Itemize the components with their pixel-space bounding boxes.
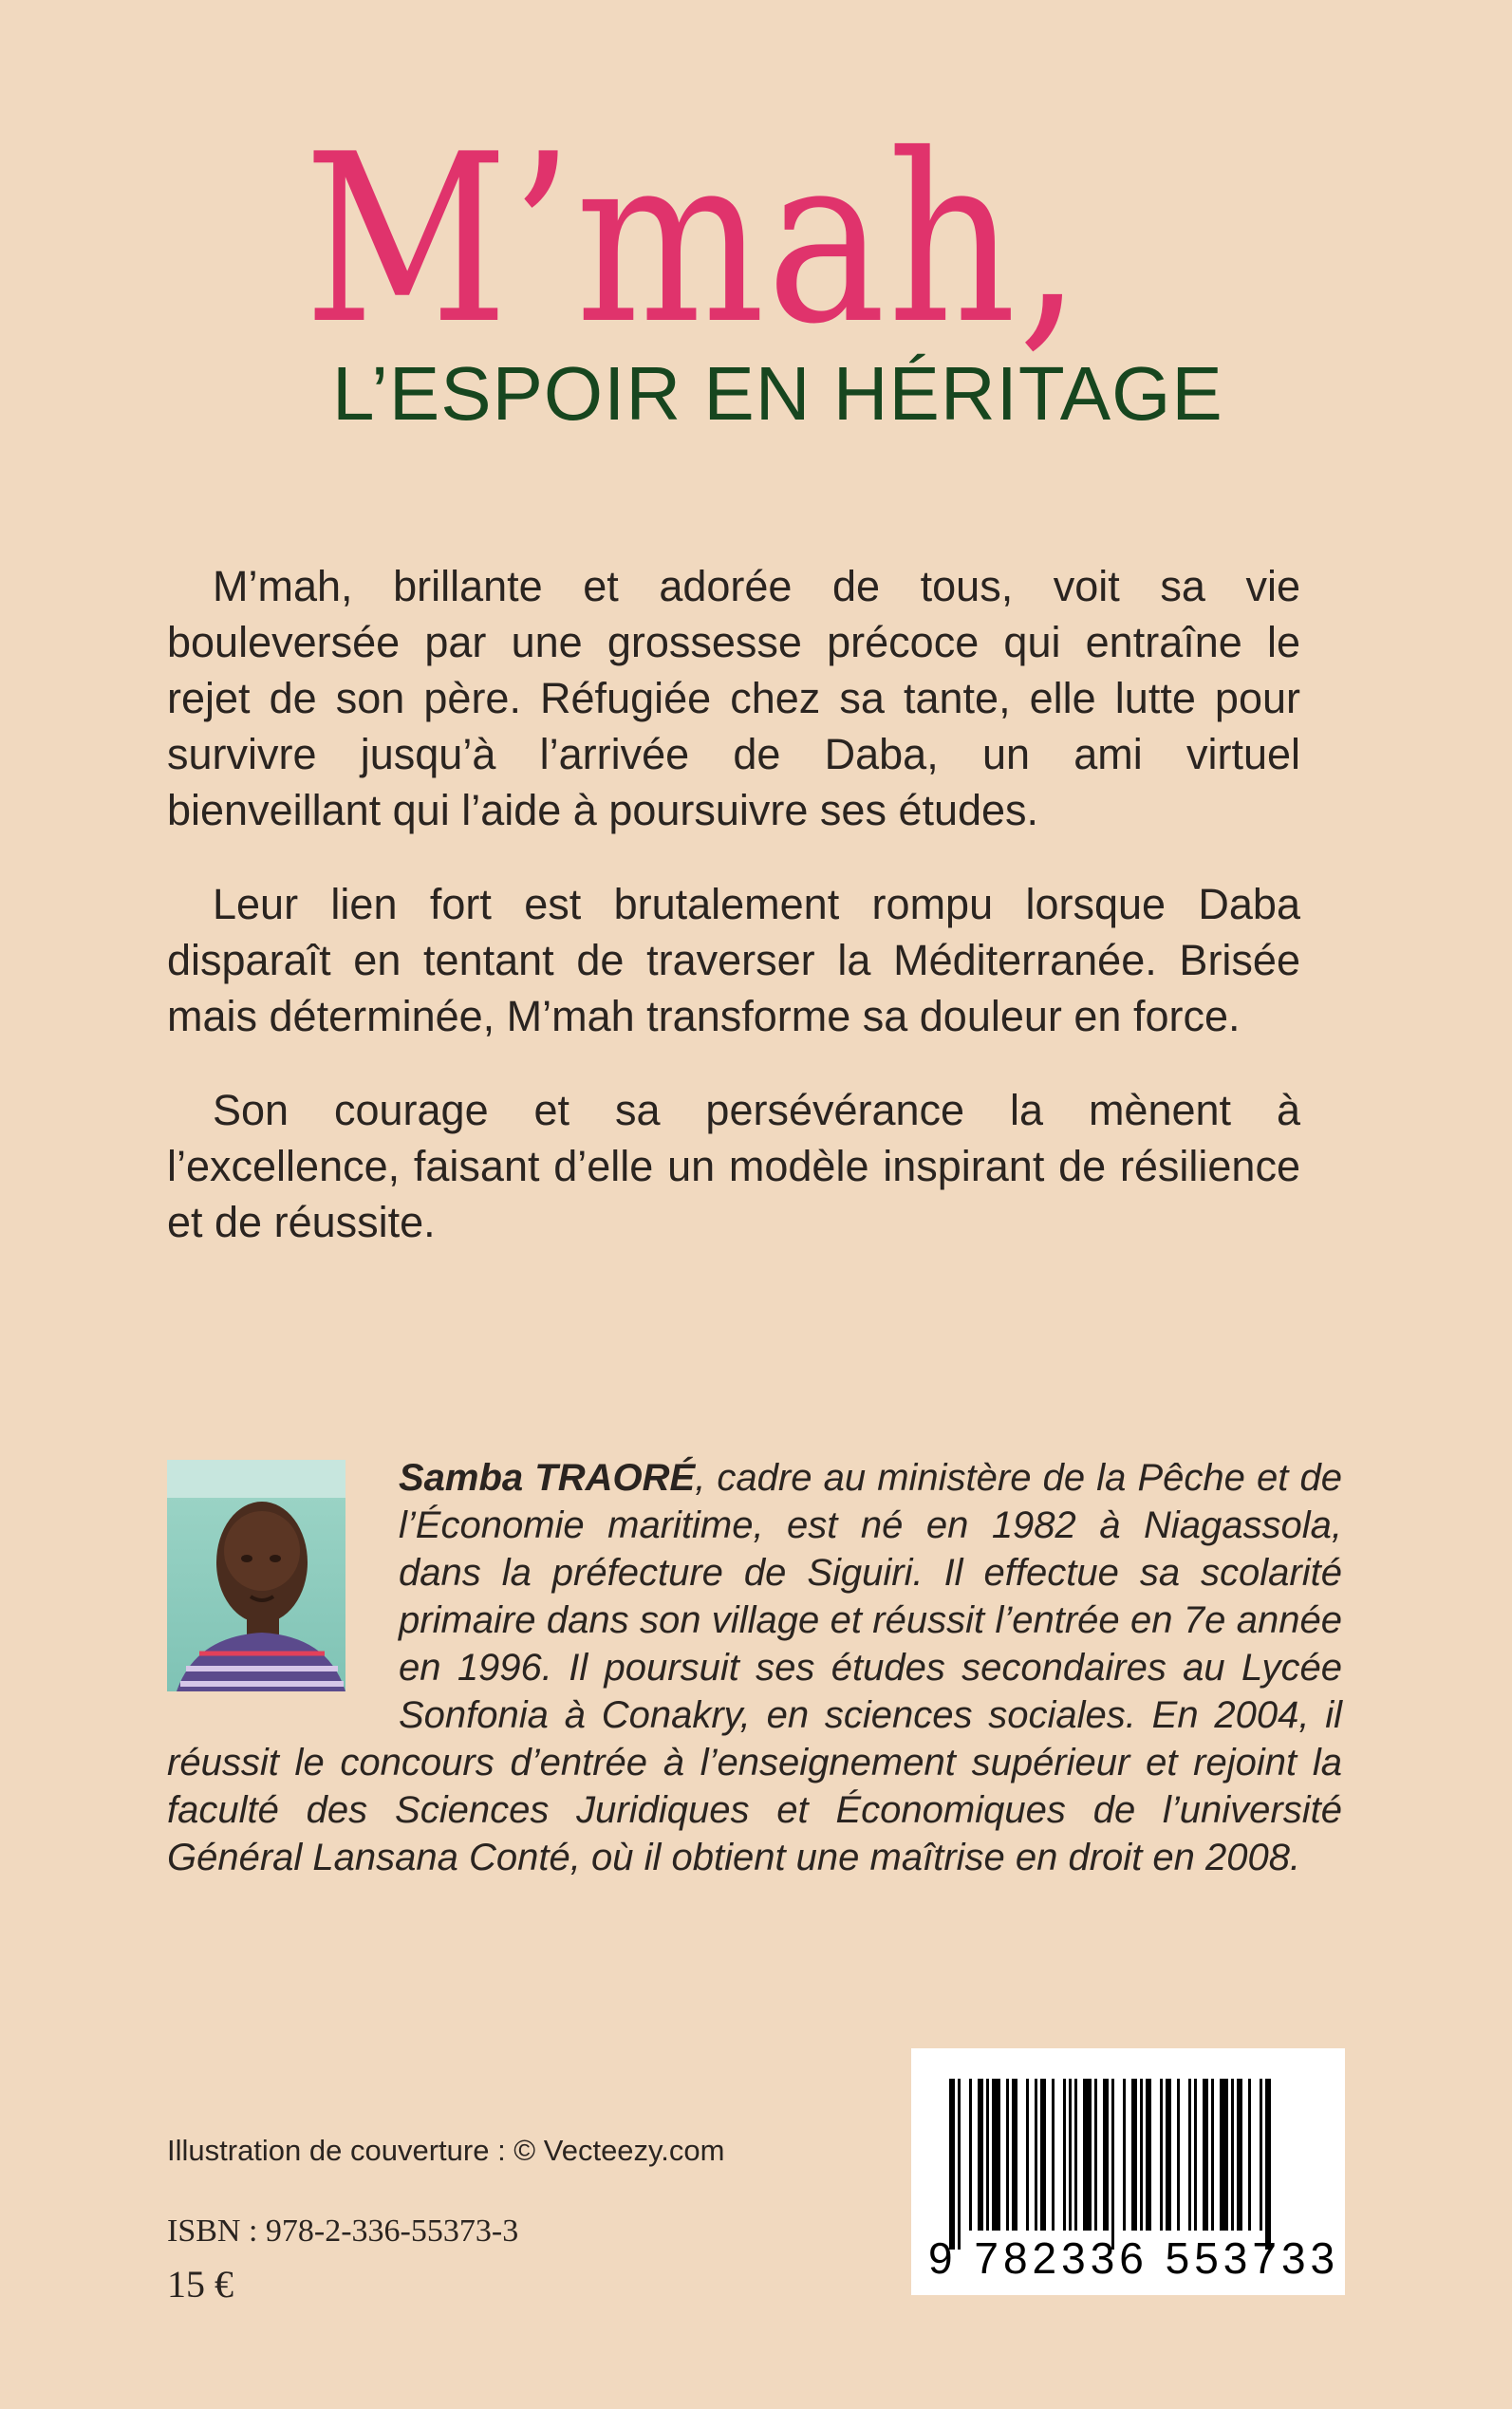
barcode-bar: [1103, 2079, 1109, 2231]
barcode-bar: [1012, 2079, 1017, 2231]
barcode-bar: [1248, 2079, 1251, 2231]
barcode-bar: [1094, 2079, 1097, 2231]
barcode-bar: [1260, 2079, 1262, 2231]
barcode-bar: [986, 2079, 989, 2231]
barcode-bar: [949, 2079, 955, 2250]
isbn: ISBN : 978-2-336-55373-3: [167, 2213, 519, 2249]
barcode-bar: [1063, 2079, 1066, 2231]
barcode-bar: [1026, 2079, 1029, 2231]
barcode-bar: [1166, 2079, 1171, 2231]
cover-illustration-credit: Illustration de couverture : © Vecteezy.com: [167, 2134, 725, 2167]
barcode-bar: [958, 2079, 961, 2250]
barcode-bar: [1203, 2079, 1208, 2231]
barcode-bar: [1111, 2079, 1114, 2250]
barcode-bar: [1231, 2079, 1234, 2231]
barcode-bar: [1052, 2079, 1055, 2231]
barcode-bar: [969, 2079, 972, 2231]
barcode-bar: [1083, 2079, 1092, 2231]
author-photo: [167, 1460, 345, 1691]
blurb: [167, 558, 1300, 1288]
barcode-bar: [1006, 2079, 1009, 2231]
barcode-bar: [1220, 2079, 1228, 2231]
barcode-bar: [1188, 2079, 1191, 2231]
barcode-bar: [1123, 2079, 1126, 2231]
barcode-bar: [1160, 2079, 1163, 2231]
barcode-bar: [978, 2079, 983, 2231]
barcode-bar: [1177, 2079, 1180, 2231]
barcode-bar: [1146, 2079, 1151, 2231]
barcode-bar: [1040, 2079, 1046, 2231]
author-bio-text: , cadre au ministère de la Pêche et de l’Économie maritime, est né en 1982 à Niagassola, dans la préfecture de Siguiri. Il effectue sa scolarité primaire dans son village et réussit l’entrée en 7e année en 1996. Il poursuit ses études secondaires au Lycée Sonfonia à Conakry, en sciences sociales. En 2004, il réussit le concours d’entrée à l’enseignement supérieur et rejoint la faculté des Sciences Juridiques et Économiques de l’université Général Lansana Conté, où il obtient une maîtrise en droit en 2008.: [167, 1457, 1343, 1878]
barcode: [911, 2048, 1345, 2295]
book-title: M’mah,: [304, 104, 1084, 375]
book-subtitle: L’ESPOIR EN HÉRITAGE: [332, 351, 1223, 436]
barcode-bar: [1074, 2079, 1077, 2231]
barcode-bar: [1194, 2079, 1197, 2231]
price: 15 €: [167, 2263, 233, 2306]
barcode-bar: [1035, 2079, 1037, 2231]
blurb-paragraph: M’mah, brillante et adorée de tous, voit sa vie bouleversée par une grossesse précoce qui entraîne le rejet de son père. Réfugiée chez sa tante, elle lutte pour survivre jusqu’à l’arrivée de Daba, un ami virtuel bienveillant qui l’aide à poursuivre ses études.: [167, 562, 1300, 834]
barcode-bar: [1237, 2079, 1242, 2231]
barcode-bar: [1131, 2079, 1137, 2231]
barcode-digits: 9 782336 553733: [928, 2233, 1340, 2283]
barcode-bar: [1140, 2079, 1143, 2231]
blurb-paragraph: Son courage et sa persévérance la mènent à l’excellence, faisant d’elle un modèle inspirant de résilience et de réussite.: [167, 1086, 1300, 1246]
blurb-paragraph: Leur lien fort est brutalement rompu lorsque Daba disparaît en tentant de traverser la Méditerranée. Brisée mais déterminée, M’mah transforme sa douleur en force.: [167, 880, 1300, 1040]
barcode-bar: [1069, 2079, 1072, 2231]
barcode-bar: [992, 2079, 1000, 2231]
barcode-bar: [1211, 2079, 1214, 2231]
barcode-bar: [1265, 2079, 1271, 2250]
author-name: Samba TRAORÉ: [399, 1457, 696, 1499]
